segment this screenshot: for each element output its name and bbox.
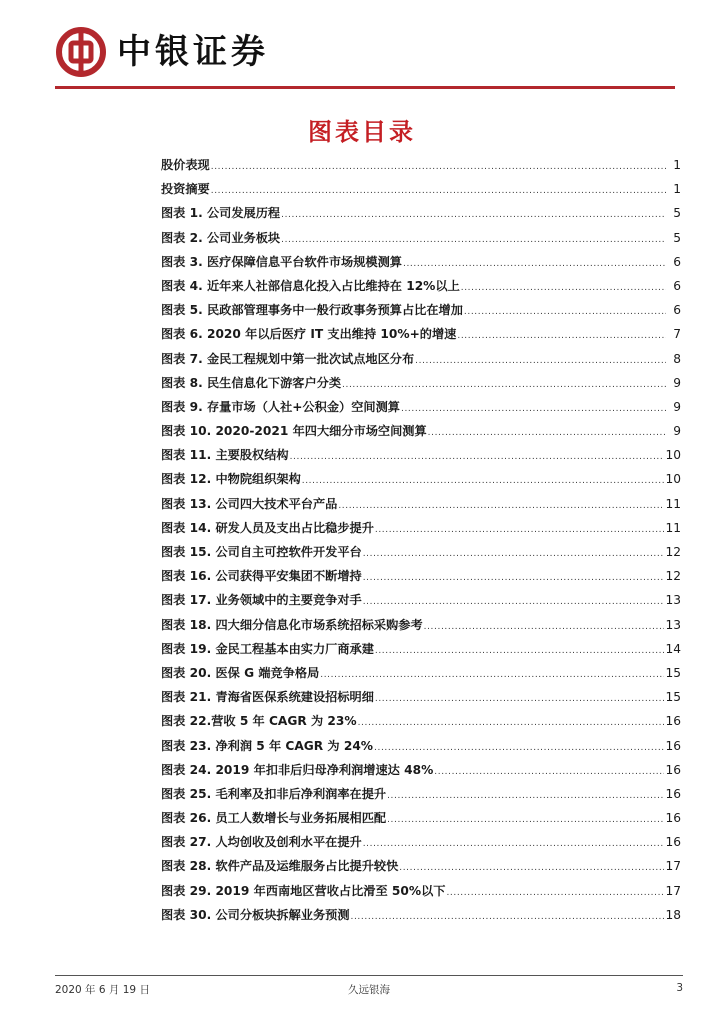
toc-entry[interactable] [161, 712, 681, 736]
toc-list [161, 156, 681, 930]
toc-dot-leader [428, 428, 666, 438]
toc-entry[interactable] [161, 688, 681, 712]
toc-entry[interactable] [161, 398, 681, 422]
footer-date: 2020 年 6 月 19 日 [55, 984, 150, 996]
toc-entry[interactable] [161, 350, 681, 374]
toc-dot-leader [434, 767, 664, 777]
toc-dot-leader [375, 694, 665, 704]
toc-entry-page: 16 [665, 762, 681, 777]
toc-entry[interactable] [161, 882, 681, 906]
toc-dot-leader [363, 597, 665, 607]
footer-divider [55, 975, 683, 976]
brand-name: 中银证券 [117, 32, 269, 72]
toc-dot-leader [363, 839, 665, 849]
toc-dot-leader [281, 235, 666, 245]
toc-entry-label: 图表 11. 主要股权结构 [161, 448, 289, 463]
toc-entry-page: 6 [673, 303, 681, 318]
toc-entry-label: 图表 27. 人均创收及创利水平在提升 [161, 835, 362, 850]
page-number: 3 [676, 982, 683, 994]
toc-entry[interactable] [161, 591, 681, 615]
toc-entry[interactable] [161, 737, 681, 761]
toc-dot-leader [424, 622, 665, 632]
toc-title: 图表目录 [308, 118, 416, 146]
toc-dot-leader [446, 888, 664, 898]
toc-entry-label: 股价表现 [161, 158, 210, 172]
toc-entry-label: 图表 4. 近年来人社部信息化投入占比维持在 12%以上 [161, 278, 460, 293]
toc-entry-page: 14 [665, 641, 681, 656]
toc-dot-leader [457, 331, 666, 341]
toc-entry-label: 图表 25. 毛利率及扣非后净利润率在提升 [161, 786, 387, 801]
toc-dot-leader [358, 718, 665, 728]
toc-dot-leader [399, 863, 664, 873]
toc-dot-leader [401, 404, 666, 414]
toc-entry-label: 图表 18. 四大细分信息化市场系统招标采购参考 [161, 617, 423, 632]
toc-entry-page: 16 [665, 714, 681, 729]
toc-entry[interactable] [161, 567, 681, 591]
toc-entry-label: 图表 8. 民生信息化下游客户分类 [161, 375, 342, 390]
toc-entry[interactable] [161, 470, 681, 494]
toc-entry[interactable] [161, 446, 681, 470]
toc-entry-label: 图表 21. 青海省医保系统建设招标明细 [161, 690, 374, 705]
toc-entry-page: 12 [665, 545, 681, 559]
header-divider [55, 86, 675, 89]
toc-entry-label: 图表 30. 公司分板块拆解业务预测 [161, 907, 350, 922]
toc-dot-leader [464, 307, 666, 317]
toc-dot-leader [211, 186, 666, 196]
toc-entry[interactable] [161, 640, 681, 664]
toc-entry-page: 15 [665, 665, 681, 680]
toc-entry-label: 图表 6. 2020 年以后医疗 IT 支出维持 10%+的增速 [161, 327, 457, 342]
toc-entry-label: 图表 26. 员工人数增长与业务拓展相匹配 [161, 811, 387, 826]
toc-dot-leader [387, 791, 664, 801]
toc-entry-page: 10 [665, 448, 681, 463]
toc-entry-label: 图表 22.营收 5 年 CAGR 为 23% [161, 714, 357, 729]
toc-dot-leader [375, 525, 665, 535]
toc-entry-page: 17 [665, 859, 681, 874]
toc-dot-leader [342, 380, 666, 390]
toc-entry-label: 图表 14. 研发人员及支出占比稳步提升 [161, 520, 374, 535]
toc-entry[interactable] [161, 809, 681, 833]
toc-dot-leader [302, 476, 665, 486]
toc-entry[interactable] [161, 325, 681, 349]
toc-entry-page: 13 [665, 617, 681, 632]
toc-dot-leader [374, 743, 664, 753]
toc-entry-page: 11 [665, 520, 681, 535]
toc-entry-page: 13 [665, 593, 681, 608]
toc-entry-page: 12 [665, 569, 681, 584]
toc-entry-page: 1 [673, 182, 681, 197]
toc-entry-page: 18 [665, 907, 681, 922]
toc-entry-label: 图表 5. 民政部管理事务中一般行政事务预算占比在增加 [161, 303, 463, 318]
toc-dot-leader [461, 283, 666, 293]
toc-entry-label: 图表 12. 中物院组织架构 [161, 472, 301, 487]
toc-entry-label: 图表 20. 医保 G 端竞争格局 [161, 665, 320, 680]
toc-entry-page: 16 [665, 835, 681, 850]
toc-entry[interactable] [161, 301, 681, 325]
toc-entry[interactable] [161, 519, 681, 543]
toc-dot-leader [375, 646, 665, 656]
toc-entry-page: 1 [673, 158, 681, 172]
toc-entry[interactable] [161, 277, 681, 301]
toc-entry[interactable] [161, 156, 681, 180]
page-header [55, 26, 675, 82]
toc-dot-leader [403, 259, 666, 269]
toc-dot-leader [290, 452, 665, 462]
toc-entry-label: 图表 7. 金民工程规划中第一批次试点地区分布 [161, 351, 415, 366]
toc-entry-label: 图表 17. 业务领域中的主要竞争对手 [161, 593, 362, 608]
toc-entry-label: 图表 15. 公司自主可控软件开发平台 [161, 545, 362, 559]
page-footer [55, 982, 683, 998]
toc-entry[interactable] [161, 833, 681, 857]
toc-entry-page: 15 [665, 690, 681, 705]
toc-dot-leader [211, 162, 666, 172]
bank-of-china-logo-icon [55, 26, 107, 78]
toc-entry[interactable] [161, 543, 681, 567]
toc-dot-leader [387, 815, 664, 825]
toc-dot-leader [351, 912, 665, 922]
toc-dot-leader [320, 670, 664, 680]
toc-entry[interactable] [161, 422, 681, 446]
toc-entry-page: 16 [665, 786, 681, 801]
toc-entry-page: 9 [673, 375, 681, 390]
toc-dot-leader [363, 573, 665, 583]
toc-entry-page: 17 [665, 883, 681, 898]
toc-entry-label: 图表 28. 软件产品及运维服务占比提升较快 [161, 859, 399, 874]
toc-entry-page: 5 [673, 230, 681, 245]
toc-entry-label: 图表 23. 净利润 5 年 CAGR 为 24% [161, 738, 374, 753]
toc-entry-label: 图表 29. 2019 年西南地区营收占比滑至 50%以下 [161, 883, 446, 898]
toc-entry[interactable] [161, 180, 681, 204]
toc-entry-page: 6 [673, 278, 681, 293]
toc-dot-leader [415, 356, 666, 366]
toc-entry[interactable] [161, 785, 681, 809]
toc-entry[interactable] [161, 616, 681, 640]
toc-entry[interactable] [161, 204, 681, 228]
toc-entry-page: 8 [673, 351, 681, 366]
toc-entry-page: 5 [673, 206, 681, 221]
toc-entry-label: 图表 9. 存量市场（人社+公积金）空间测算 [161, 399, 400, 414]
toc-entry[interactable] [161, 906, 681, 930]
toc-dot-leader [281, 210, 666, 220]
toc-entry[interactable] [161, 495, 681, 519]
toc-entry-page: 10 [665, 472, 681, 487]
footer-company: 久远银海 [348, 984, 390, 996]
toc-entry-label: 图表 2. 公司业务板块 [161, 230, 281, 245]
toc-entry-label: 投资摘要 [161, 182, 210, 197]
toc-entry-label: 图表 13. 公司四大技术平台产品 [161, 496, 338, 511]
toc-entry-label: 图表 1. 公司发展历程 [161, 206, 281, 221]
toc-entry-page: 16 [665, 738, 681, 753]
toc-entry-page: 9 [673, 399, 681, 414]
toc-entry-page: 11 [665, 496, 681, 511]
toc-entry[interactable] [161, 253, 681, 277]
toc-entry[interactable] [161, 761, 681, 785]
toc-entry[interactable] [161, 229, 681, 253]
toc-entry-page: 16 [665, 811, 681, 826]
toc-entry-label: 图表 10. 2020-2021 年四大细分市场空间测算 [161, 424, 427, 439]
toc-entry-label: 图表 3. 医疗保障信息平台软件市场规模测算 [161, 254, 402, 269]
toc-entry-page: 6 [673, 254, 681, 269]
toc-dot-leader [338, 501, 664, 511]
toc-entry[interactable] [161, 374, 681, 398]
toc-entry-page: 7 [673, 327, 681, 342]
toc-entry-label: 图表 24. 2019 年扣非后归母净利润增速达 48% [161, 762, 434, 777]
toc-entry-label: 图表 16. 公司获得平安集团不断增持 [161, 569, 362, 584]
toc-entry[interactable] [161, 857, 681, 881]
toc-entry-page: 9 [673, 424, 681, 439]
toc-entry[interactable] [161, 664, 681, 688]
toc-dot-leader [363, 549, 665, 559]
toc-entry-label: 图表 19. 金民工程基本由实力厂商承建 [161, 641, 374, 656]
